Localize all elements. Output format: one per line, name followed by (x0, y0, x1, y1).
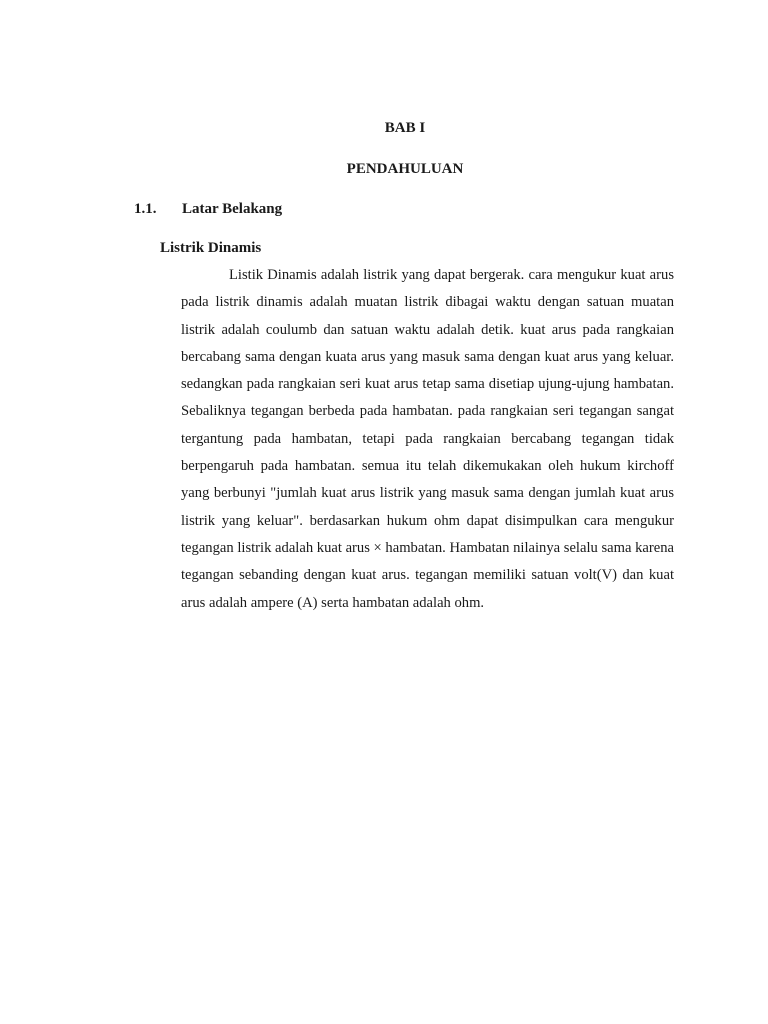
chapter-title: PENDAHULUAN (346, 161, 464, 177)
subsection-heading: Listrik Dinamis (160, 240, 262, 256)
section-heading (134, 201, 282, 218)
chapter-number: BAB I (384, 120, 426, 136)
body-paragraph: Listik Dinamis adalah listrik yang dapat bergerak. cara mengukur kuat arus pada listrik dinamis adalah muatan listrik dibagai waktu dengan satuan muatan listrik adalah coulumb dan satuan waktu adalah detik. kuat arus pada rangkaian bercabang sama dengan kuata arus yang masuk sama dengan kuat arus yang keluar. sedangkan pada rangkaian seri kuat arus tetap sama disetiap ujung-ujung hambatan. Sebaliknya tegangan berbeda pada hambatan. pada rangkaian seri tegangan sangat tergantung pada hambatan, tetapi pada rangkaian bercabang tegangan tidak berpengaruh pada hambatan. semua itu telah dikemukakan oleh hukum kirchoff yang berbunyi "jumlah kuat arus listrik yang masuk sama dengan jumlah kuat arus listrik yang keluar". berdasarkan hukum ohm dapat disimpulkan cara mengukur tegangan listrik adalah kuat arus × hambatan. Hambatan nilainya selalu sama karena tegangan sebanding dengan kuat arus. tegangan memiliki satuan volt(V) dan kuat arus adalah ampere (A) serta hambatan adalah ohm. (181, 267, 674, 611)
section-number: 1.1. (134, 201, 157, 217)
section-title: Latar Belakang (182, 201, 283, 217)
